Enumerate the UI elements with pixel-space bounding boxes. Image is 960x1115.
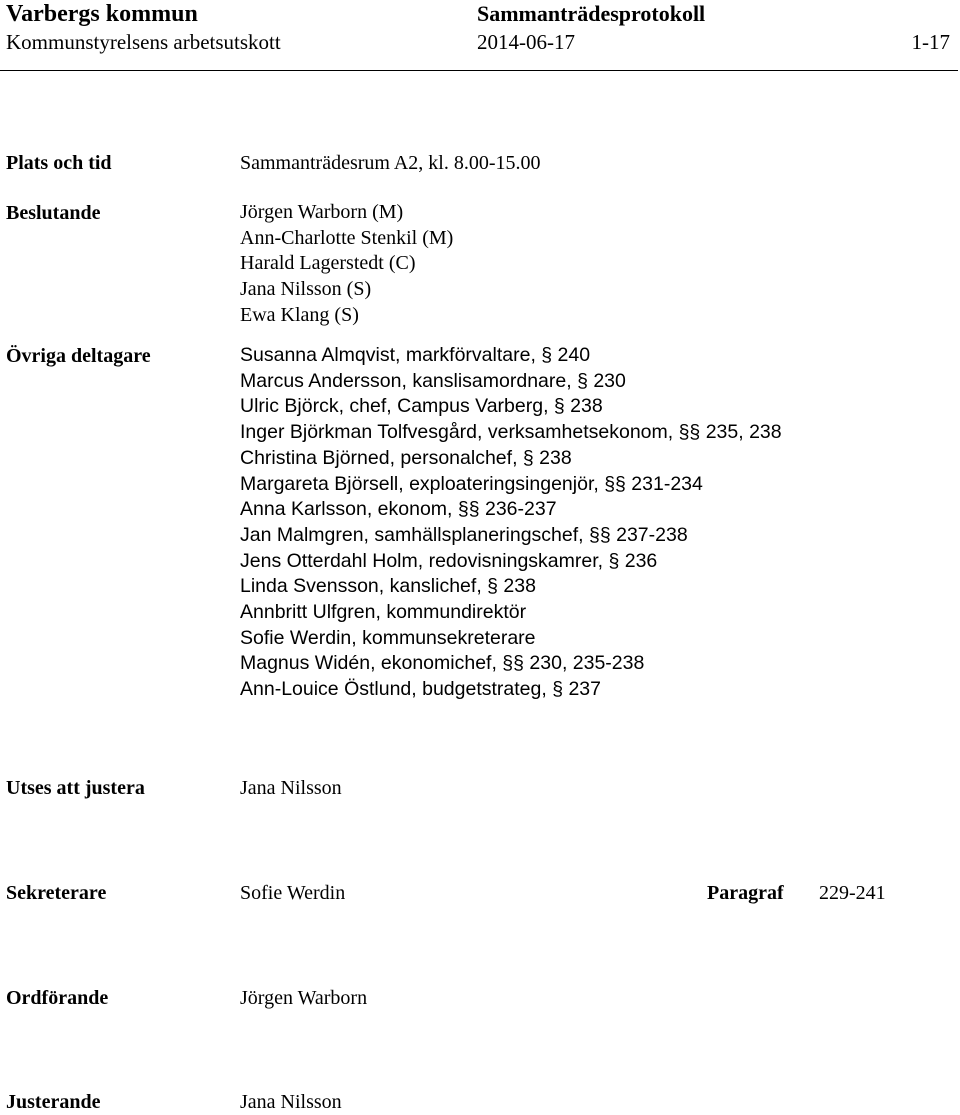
- chair-label: Ordförande: [6, 987, 109, 1009]
- page-range: 1-17: [911, 30, 950, 54]
- place-value: Sammanträdesrum A2, kl. 8.00-15.00: [240, 152, 541, 174]
- secretary-label: Sekreterare: [6, 882, 107, 904]
- list-item: Jens Otterdahl Holm, redovisningskamrer, § 236: [240, 549, 658, 572]
- list-item: Christina Björned, personalchef, § 238: [240, 446, 572, 469]
- committee-name: Kommunstyrelsens arbetsutskott: [6, 30, 281, 54]
- list-item: Jan Malmgren, samhällsplaneringschef, §§ 237-238: [240, 523, 688, 546]
- list-item: Ulric Björck, chef, Campus Varberg, § 238: [240, 395, 603, 418]
- other-participants-label: Övriga deltagare: [6, 345, 151, 367]
- paragraph-value: 229-241: [819, 882, 886, 904]
- adjuster-label: Utses att justera: [6, 777, 145, 799]
- list-item: Sofie Werdin, kommunsekreterare: [240, 626, 536, 649]
- decision-makers-label: Beslutande: [6, 202, 101, 224]
- list-item: Magnus Widén, ekonomichef, §§ 230, 235-238: [240, 652, 645, 675]
- meeting-date: 2014-06-17: [477, 30, 575, 54]
- list-item: Annbritt Ulfgren, kommundirektör: [240, 601, 527, 624]
- list-item: Linda Svensson, kanslichef, § 238: [240, 575, 536, 598]
- header-divider: [0, 70, 958, 71]
- list-item: Susanna Almqvist, markförvaltare, § 240: [240, 344, 591, 366]
- paragraph-label: Paragraf: [707, 882, 784, 904]
- adjuster-value: Jana Nilsson: [240, 777, 342, 799]
- list-item: Anna Karlsson, ekonom, §§ 236-237: [240, 498, 557, 521]
- decision-makers-list: [240, 200, 453, 329]
- list-item: Inger Björkman Tolfvesgård, verksamhetsekonom, §§ 235, 238: [240, 421, 782, 444]
- list-item: Marcus Andersson, kanslisamordnare, § 230: [240, 369, 626, 392]
- place-label: Plats och tid: [6, 152, 112, 174]
- list-item: Harald Lagerstedt (C): [240, 252, 416, 275]
- other-participants-list: [240, 343, 782, 703]
- organization-name: Varbergs kommun: [6, 1, 198, 27]
- list-item: Ann-Louice Östlund, budgetstrateg, § 237: [240, 678, 601, 701]
- list-item: Margareta Björsell, exploateringsingenjör, §§ 231-234: [240, 472, 703, 495]
- chair-value: Jörgen Warborn: [240, 987, 368, 1009]
- document-type: Sammanträdesprotokoll: [477, 1, 706, 26]
- justifier-label: Justerande: [6, 1091, 101, 1113]
- list-item: Ewa Klang (S): [240, 303, 359, 326]
- secretary-value: Sofie Werdin: [240, 882, 346, 904]
- list-item: Jana Nilsson (S): [240, 278, 372, 301]
- list-item: Jörgen Warborn (M): [240, 201, 404, 223]
- list-item: Ann-Charlotte Stenkil (M): [240, 226, 454, 249]
- justifier-value: Jana Nilsson: [240, 1091, 342, 1113]
